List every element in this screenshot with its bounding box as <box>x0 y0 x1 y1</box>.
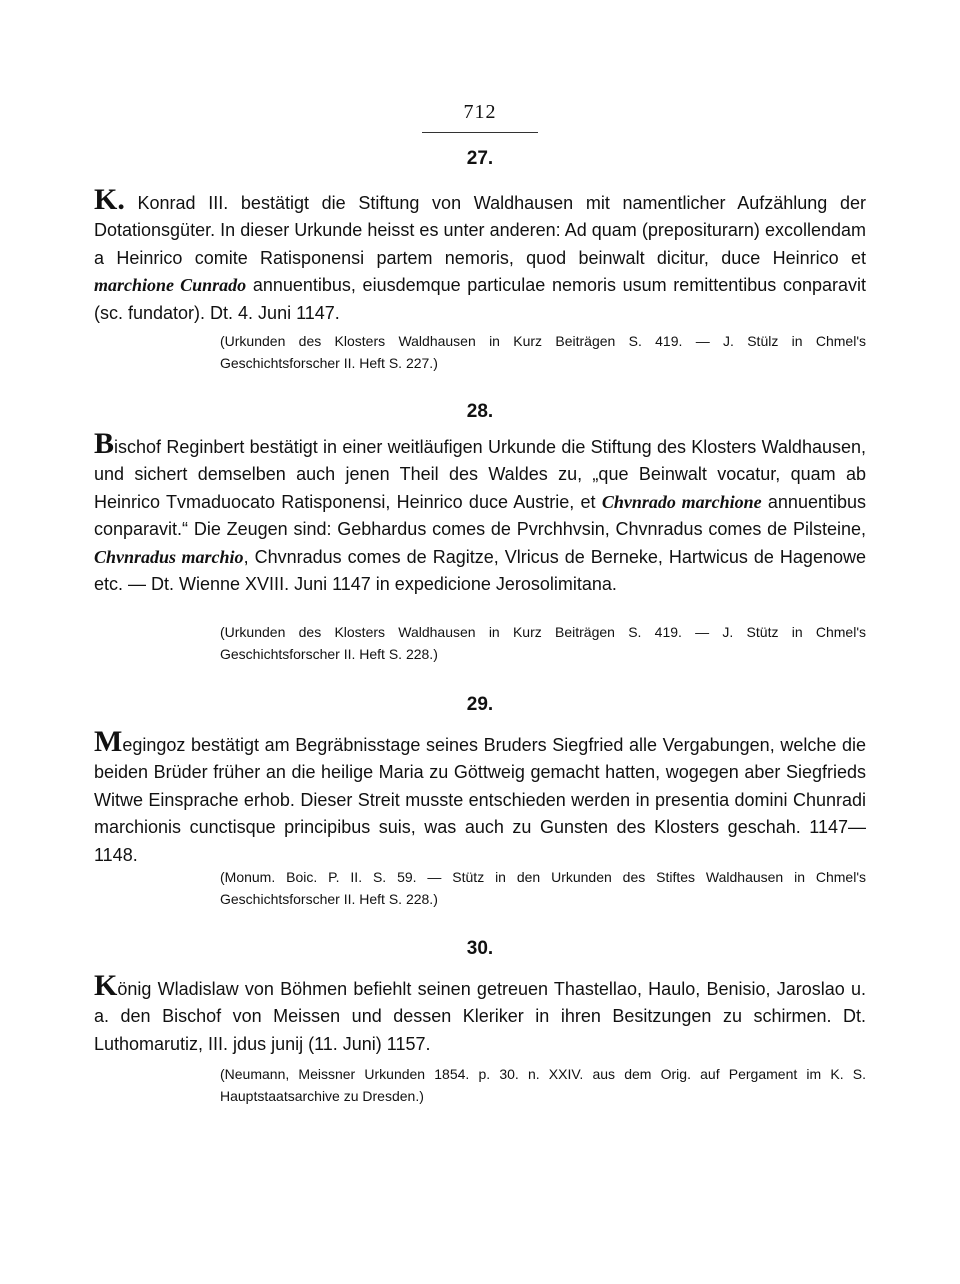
section-number-28: 28. <box>466 401 494 422</box>
section-body-27 <box>94 183 866 327</box>
section-number-30: 30. <box>466 938 494 959</box>
body-text: egingoz bestätigt am Begräbnisstage seines Bruders Siegfried alle Vergabungen, welche die beiden Brüder früher an die heilige Maria zu Göttweig gemacht hatten, wogegen aber Siegfrieds Witwe Einsprache erhob. Dieser Streit musste entschieden werden in presentia domini Chunradi marchionis cunctisque principibus suis, was auch zu Gunsten des Klosters geschah. 1147—1148. <box>94 735 866 865</box>
section-body-30 <box>94 969 866 1058</box>
source-note-27: (Urkunden des Klosters Waldhausen in Kurz Beiträgen S. 419. — J. Stülz in Chmel's Geschichtsforscher II. Heft S. 227.) <box>220 333 866 371</box>
body-text: , Chvnradus comes de Ragitze, Vlricus de Berneke, Hartwicus de Hagenowe etc. — Dt. Wienne XVIII. Juni 1147 in expedicione Jerosolimitana. <box>94 546 866 595</box>
initial-letter: M <box>94 725 123 758</box>
page-number-rule <box>422 132 538 133</box>
body-text: Konrad III. bestätigt die Stiftung von Waldhausen mit namentlicher Aufzählung der Dotationsgüter. In dieser Urkunde heisst es unter anderen: Ad quam (prepositurarn) excollendam a Heinrico comite Ratisponensi partem nemoris, quod beinwalt dicitur, duce Heinrico et <box>94 193 866 268</box>
initial-letter: K <box>94 969 118 1002</box>
body-text: annuentibus conparavit.“ Die Zeugen sind: Gebhardus comes de Pvrchhvsin, Chvnradus comes de Pilsteine, <box>94 491 867 540</box>
body-text: annuentibus, eiusdemque particulae nemoris usum remittentibus conparavit (sc. fundator). Dt. 4. Juni 1147. <box>94 275 866 323</box>
section-body-29 <box>94 725 866 869</box>
source-note-28: (Urkunden des Klosters Waldhausen in Kurz Beiträgen S. 419. — J. Stütz in Chmel's Geschichtsforscher II. Heft S. 228.) <box>220 624 866 662</box>
section-number-29: 29. <box>466 694 494 715</box>
section-number-27: 27. <box>466 148 494 169</box>
page-number: 712 <box>463 101 497 123</box>
body-text: ischof Reginbert bestätigt in einer weitläufigen Urkunde die Stiftung des Klosters Waldhausen, und sichert demselben auch jenen Theil des Waldes zu, „que Beinwalt vocatur, quam ab Heinrico Tvmaduocato Ratisponensi, Heinrico duce Austrie, et <box>94 437 866 512</box>
initial-letter: B <box>94 427 115 460</box>
source-note-30: (Neumann, Meissner Urkunden 1854. p. 30. n. XXIV. aus dem Orig. auf Pergament im K. S. Hauptstaatsarchive zu Dresden.) <box>220 1066 866 1104</box>
initial-letter: K. <box>94 183 125 216</box>
italic-phrase: marchione Cunrado <box>94 275 247 296</box>
section-body-28 <box>94 427 867 598</box>
italic-phrase: Chvnradus marchio <box>94 546 244 567</box>
body-text: önig Wladislaw von Böhmen befiehlt seinen getreuen Thastellao, Haulo, Benisio, Jaroslao u. a. den Bischof von Meissen und dessen Kleriker in ihren Besitzungen zu schirmen. Dt. Luthomarutiz, III. jdus junij (11. Juni) 1157. <box>94 979 866 1054</box>
source-note-29: (Monum. Boic. P. II. S. 59. — Stütz in den Urkunden des Stiftes Waldhausen in Chmel's Geschichtsforscher II. Heft S. 228.) <box>220 869 866 907</box>
italic-phrase: Chvnrado marchione <box>601 491 762 512</box>
